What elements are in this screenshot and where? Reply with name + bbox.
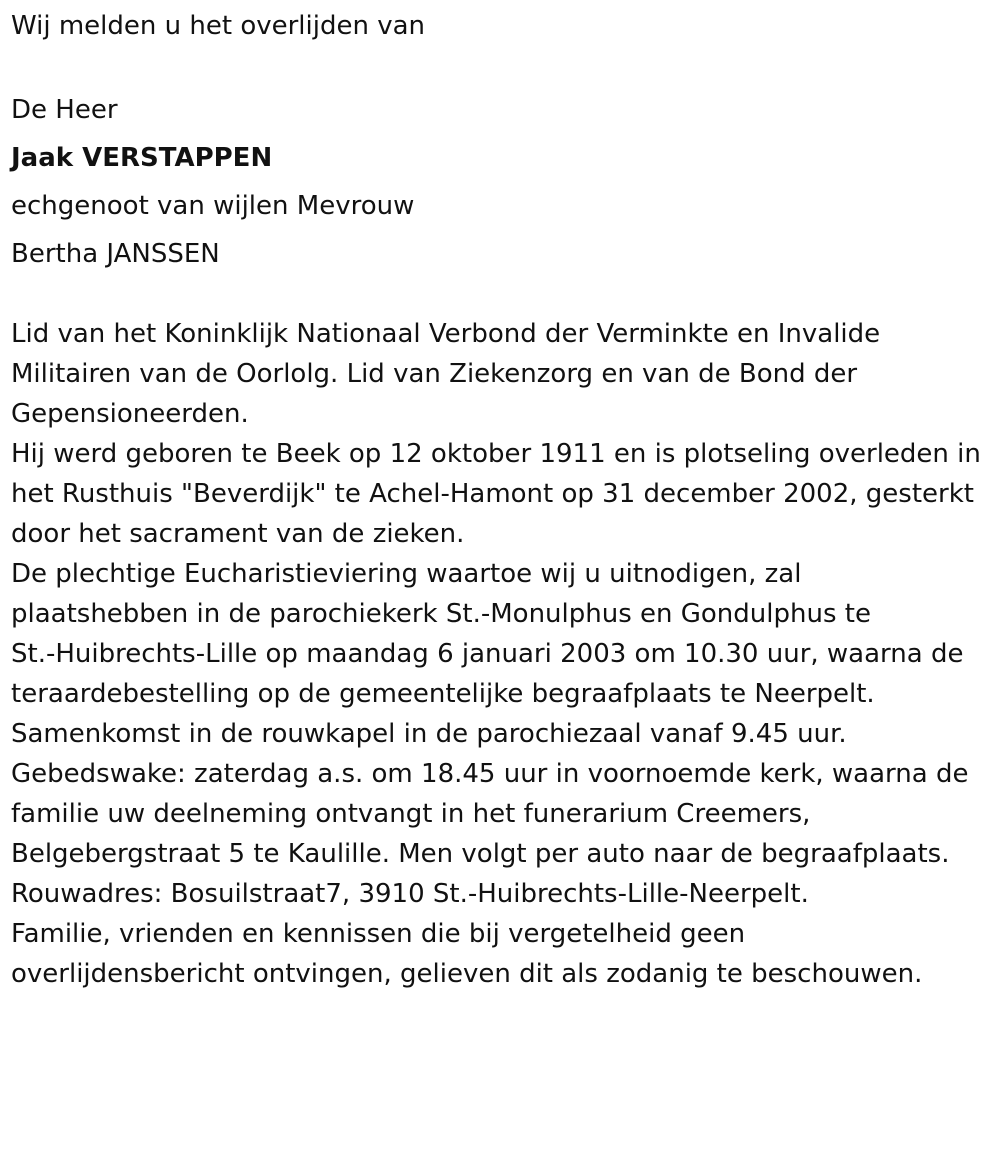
ceremony-line: familie uw deelneming ontvangt in het funerarium Creemers,: [11, 799, 811, 829]
spouse-line-1: echgenoot van wijlen Mevrouw: [11, 191, 415, 221]
ceremony-line: Gebedswake: zaterdag a.s. om 18.45 uur in voornoemde kerk, waarna de: [11, 759, 969, 789]
ceremony-line: Belgebergstraat 5 te Kaulille. Men volgt per auto naar de begraafplaats.: [11, 839, 950, 869]
intro-line: Wij melden u het overlijden van: [11, 11, 426, 41]
honorific: De Heer: [11, 95, 118, 125]
ceremony-paragraph: [11, 554, 996, 874]
ceremony-line: De plechtige Eucharistieviering waartoe wij u uitnodigen, zal: [11, 559, 802, 589]
ceremony-line: St.-Huibrechts-Lille op maandag 6 januari 2003 om 10.30 uur, waarna de: [11, 639, 964, 669]
membership-line: Militairen van de Oorlolg. Lid van Ziekenzorg en van de Bond der: [11, 359, 858, 389]
birth-death-line: het Rusthuis "Beverdijk" te Achel-Hamont op 31 december 2002, gesterkt: [11, 479, 974, 509]
closing-line: overlijdensbericht ontvingen, gelieven dit als zodanig te beschouwen.: [11, 959, 923, 989]
closing-line: Familie, vrienden en kennissen die bij vergetelheid geen: [11, 919, 746, 949]
membership-line: Lid van het Koninklijk Nationaal Verbond der Verminkte en Invalide: [11, 319, 881, 349]
spouse-line-2: Bertha JANSSEN: [11, 239, 220, 269]
birth-death-paragraph: [11, 434, 996, 554]
birth-death-line: Hij werd geboren te Beek op 12 oktober 1911 en is plotseling overleden in: [11, 439, 981, 469]
birth-death-line: door het sacrament van de zieken.: [11, 519, 465, 549]
mourning-address: Rouwadres: Bosuilstraat7, 3910 St.-Huibrechts-Lille-Neerpelt.: [11, 879, 809, 909]
closing-paragraph: [11, 914, 996, 994]
address-paragraph: [11, 874, 996, 914]
ceremony-line: teraardebestelling op de gemeentelijke begraafplaats te Neerpelt.: [11, 679, 875, 709]
ceremony-line: Samenkomst in de rouwkapel in de parochiezaal vanaf 9.45 uur.: [11, 719, 847, 749]
deceased-name: Jaak VERSTAPPEN: [11, 143, 273, 173]
membership-line: Gepensioneerden.: [11, 399, 249, 429]
death-notice: [11, 6, 996, 994]
ceremony-line: plaatshebben in de parochiekerk St.-Monulphus en Gondulphus te: [11, 599, 871, 629]
membership-paragraph: [11, 314, 996, 434]
